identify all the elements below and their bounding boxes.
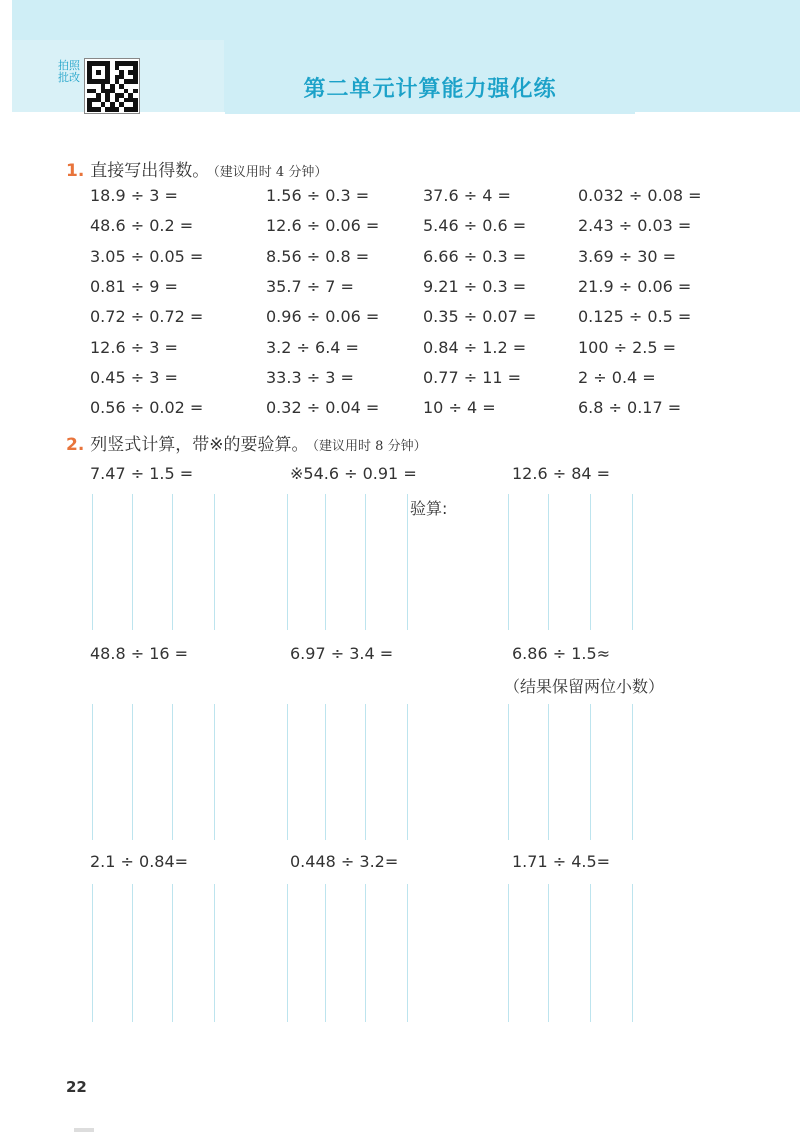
oral-item: 8.56 ÷ 0.8 = <box>266 246 370 266</box>
guide-line <box>287 494 288 630</box>
guide-line <box>407 704 408 840</box>
column-problem: ※54.6 ÷ 0.91 = <box>290 464 417 483</box>
guide-line <box>92 704 93 840</box>
oral-item: 5.46 ÷ 0.6 = <box>423 216 527 236</box>
oral-item: 37.6 ÷ 4 = <box>423 186 511 205</box>
guide-line <box>172 494 173 630</box>
guide-line <box>214 704 215 840</box>
oral-item: 0.45 ÷ 3 = <box>90 367 178 387</box>
rounding-note: （结果保留两位小数） <box>504 677 665 696</box>
section2-number: 2. <box>66 435 85 455</box>
oral-item: 48.6 ÷ 0.2 = <box>90 216 194 236</box>
oral-item: 10 ÷ 4 = <box>423 398 496 418</box>
oral-item: 6.66 ÷ 0.3 = <box>423 246 527 266</box>
oral-item: 12.6 ÷ 0.06 = <box>266 216 380 236</box>
oral-item: 0.84 ÷ 1.2 = <box>423 337 527 357</box>
oral-item: 0.35 ÷ 0.07 = <box>423 307 537 327</box>
page-title: 第二单元计算能力强化练 <box>303 77 557 102</box>
guide-line <box>508 884 509 1022</box>
guide-line <box>325 884 326 1022</box>
guide-line <box>325 494 326 630</box>
oral-item: 12.6 ÷ 3 = <box>90 337 178 357</box>
guide-line <box>365 494 366 630</box>
guide-line <box>92 494 93 630</box>
oral-item: 3.69 ÷ 30 = <box>578 246 677 266</box>
scan-correct-label: 拍照批改 <box>58 59 80 84</box>
guide-line <box>365 704 366 840</box>
oral-item: 9.21 ÷ 0.3 = <box>423 276 527 296</box>
oral-item: 0.81 ÷ 9 = <box>90 276 178 296</box>
guide-line <box>632 884 633 1022</box>
guide-line <box>132 704 133 840</box>
header-white-area <box>225 0 800 58</box>
guide-line <box>632 494 633 630</box>
section1-heading <box>66 156 327 181</box>
oral-item: 2 ÷ 0.4 = <box>578 367 656 387</box>
oral-item: 0.72 ÷ 0.72 = <box>90 307 204 327</box>
oral-item: 1.56 ÷ 0.3 = <box>266 186 370 205</box>
guide-line <box>214 884 215 1022</box>
oral-item: 0.56 ÷ 0.02 = <box>90 398 204 418</box>
guide-line <box>325 704 326 840</box>
guide-line <box>407 884 408 1022</box>
oral-item: 35.7 ÷ 7 = <box>266 276 354 296</box>
column-problem: 0.448 ÷ 3.2= <box>290 852 399 871</box>
guide-line <box>172 884 173 1022</box>
guide-line <box>590 494 591 630</box>
section1-number: 1. <box>66 161 85 181</box>
guide-line <box>132 884 133 1022</box>
guide-line <box>132 494 133 630</box>
oral-item: 33.3 ÷ 3 = <box>266 367 354 387</box>
guide-line <box>287 704 288 840</box>
section2-note: （建议用时 8 分钟） <box>312 439 427 454</box>
oral-item: 0.96 ÷ 0.06 = <box>266 307 380 327</box>
section2-title: 列竖式计算，带※的要验算。 <box>90 435 309 455</box>
column-problem: 48.8 ÷ 16 = <box>90 644 189 663</box>
guide-line <box>590 704 591 840</box>
check-label: 验算: <box>410 499 448 518</box>
oral-item: 2.43 ÷ 0.03 = <box>578 216 692 236</box>
oral-item: 3.2 ÷ 6.4 = <box>266 337 359 357</box>
guide-line <box>548 884 549 1022</box>
guide-line <box>590 884 591 1022</box>
section1-title: 直接写出得数。 <box>90 161 210 181</box>
guide-line <box>365 884 366 1022</box>
page-number: 22 <box>66 1078 87 1096</box>
column-problem: 6.86 ÷ 1.5≈ <box>512 644 611 663</box>
column-problem: 7.47 ÷ 1.5 = <box>90 464 194 483</box>
guide-line <box>508 704 509 840</box>
column-problem: 1.71 ÷ 4.5= <box>512 852 611 871</box>
oral-item: 0.125 ÷ 0.5 = <box>578 307 692 327</box>
oral-item: 0.77 ÷ 11 = <box>423 367 522 387</box>
oral-item: 0.032 ÷ 0.08 = <box>578 186 702 205</box>
oral-item: 6.8 ÷ 0.17 = <box>578 398 682 418</box>
guide-line <box>548 704 549 840</box>
column-problem: 2.1 ÷ 0.84= <box>90 852 189 871</box>
section1-note: （建议用时 4 分钟） <box>213 165 328 180</box>
guide-line <box>548 494 549 630</box>
guide-line <box>172 704 173 840</box>
qr-code-icon[interactable] <box>84 58 140 114</box>
column-problem: 6.97 ÷ 3.4 = <box>290 644 394 663</box>
guide-line <box>407 494 408 630</box>
oral-item: 3.05 ÷ 0.05 = <box>90 246 204 266</box>
oral-item: 0.32 ÷ 0.04 = <box>266 398 380 418</box>
column-problem: 12.6 ÷ 84 = <box>512 464 611 483</box>
guide-line <box>92 884 93 1022</box>
guide-line <box>632 704 633 840</box>
oral-item: 21.9 ÷ 0.06 = <box>578 276 692 296</box>
section2-heading <box>66 430 427 455</box>
oral-item: 18.9 ÷ 3 = <box>90 186 178 205</box>
guide-line <box>508 494 509 630</box>
guide-line <box>287 884 288 1022</box>
guide-line <box>214 494 215 630</box>
oral-item: 100 ÷ 2.5 = <box>578 337 677 357</box>
footer-mark <box>74 1128 94 1132</box>
